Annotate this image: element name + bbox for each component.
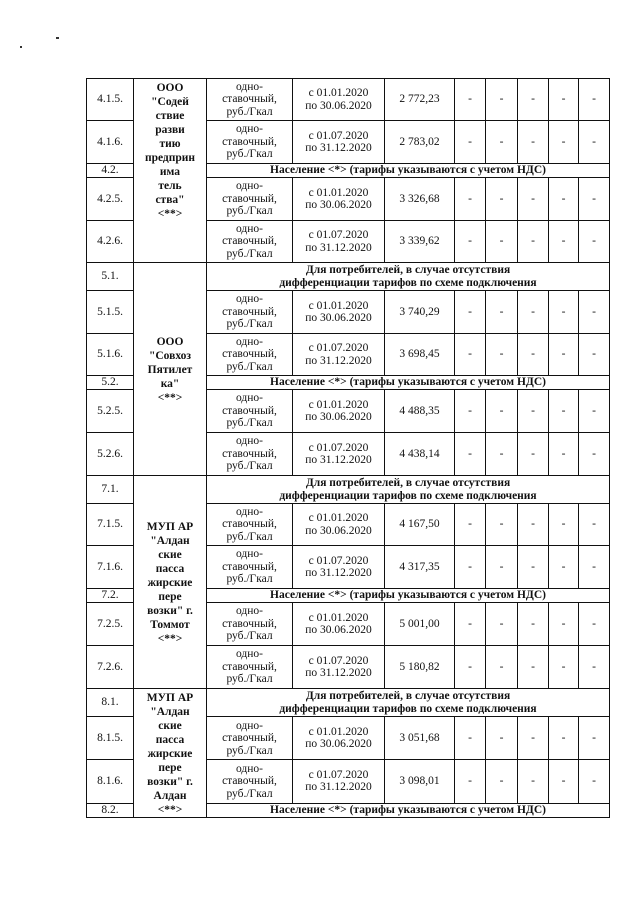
units-cell: одно- ставочный, руб./Гкал — [207, 178, 293, 221]
dash-cell: - — [518, 291, 549, 334]
dash-cell: - — [518, 433, 549, 476]
organization-name: МУП АР "Алдан ские пасса жирские пере возки" г. Алдан <**> — [134, 689, 207, 818]
period-cell: с 01.01.2020 по 30.06.2020 — [293, 79, 385, 121]
dash-cell: - — [518, 717, 549, 760]
units-cell: одно- ставочный, руб./Гкал — [207, 334, 293, 376]
dash-cell: - — [549, 291, 579, 334]
period-cell: с 01.07.2020 по 31.12.2020 — [293, 221, 385, 263]
period-cell: с 01.07.2020 по 31.12.2020 — [293, 760, 385, 804]
dash-cell: - — [518, 178, 549, 221]
period-cell: с 01.01.2020 по 30.06.2020 — [293, 603, 385, 646]
dash-cell: - — [549, 121, 579, 164]
tariff-table — [86, 78, 610, 818]
row-number: 7.2.5. — [87, 603, 134, 646]
dash-cell: - — [486, 221, 518, 263]
tariff-value: 3 740,29 — [385, 291, 455, 334]
dash-cell: - — [518, 79, 549, 121]
dash-cell: - — [486, 433, 518, 476]
dash-cell: - — [455, 504, 486, 546]
dash-cell: - — [549, 717, 579, 760]
units-cell: одно- ставочный, руб./Гкал — [207, 717, 293, 760]
dash-cell: - — [486, 504, 518, 546]
organization-name: ООО "Совхоз Пятилет ка" <**> — [134, 263, 207, 476]
organization-name: МУП АР "Алдан ские пасса жирские пере возки" г. Томмот <**> — [134, 476, 207, 689]
table-row — [87, 689, 610, 717]
dash-cell: - — [455, 646, 486, 689]
period-cell: с 01.07.2020 по 31.12.2020 — [293, 546, 385, 589]
row-number: 4.2. — [87, 164, 134, 178]
dash-cell: - — [486, 760, 518, 804]
dash-cell: - — [455, 390, 486, 433]
dash-cell: - — [518, 603, 549, 646]
dash-cell: - — [579, 546, 610, 589]
row-number: 4.1.5. — [87, 79, 134, 121]
tariff-value: 3 326,68 — [385, 178, 455, 221]
units-cell: одно- ставочный, руб./Гкал — [207, 291, 293, 334]
row-number: 8.1.6. — [87, 760, 134, 804]
dash-cell: - — [549, 504, 579, 546]
scan-speck — [20, 46, 22, 48]
section-header: Население <*> (тарифы указываются с учетом НДС) — [207, 376, 610, 390]
period-cell: с 01.07.2020 по 31.12.2020 — [293, 121, 385, 164]
dash-cell: - — [579, 433, 610, 476]
scan-speck — [56, 37, 59, 39]
row-number: 7.1.6. — [87, 546, 134, 589]
dash-cell: - — [486, 546, 518, 589]
dash-cell: - — [518, 646, 549, 689]
tariff-value: 4 488,35 — [385, 390, 455, 433]
units-cell: одно- ставочный, руб./Гкал — [207, 433, 293, 476]
tariff-value: 4 438,14 — [385, 433, 455, 476]
tariff-value: 5 001,00 — [385, 603, 455, 646]
units-cell: одно- ставочный, руб./Гкал — [207, 603, 293, 646]
table-row — [87, 263, 610, 291]
dash-cell: - — [518, 760, 549, 804]
dash-cell: - — [455, 717, 486, 760]
dash-cell: - — [549, 646, 579, 689]
row-number: 5.2.6. — [87, 433, 134, 476]
tariff-value: 2 783,02 — [385, 121, 455, 164]
dash-cell: - — [518, 546, 549, 589]
table-row — [87, 79, 610, 121]
dash-cell: - — [486, 79, 518, 121]
tariff-value: 3 339,62 — [385, 221, 455, 263]
dash-cell: - — [486, 178, 518, 221]
tariff-value: 5 180,82 — [385, 646, 455, 689]
dash-cell: - — [549, 433, 579, 476]
row-number: 5.2.5. — [87, 390, 134, 433]
section-header: Для потребителей, в случае отсутствия дифференциации тарифов по схеме подключения — [207, 263, 610, 291]
dash-cell: - — [549, 79, 579, 121]
dash-cell: - — [579, 646, 610, 689]
row-number: 8.1.5. — [87, 717, 134, 760]
units-cell: одно- ставочный, руб./Гкал — [207, 121, 293, 164]
section-header: Население <*> (тарифы указываются с учетом НДС) — [207, 164, 610, 178]
dash-cell: - — [579, 760, 610, 804]
row-number: 8.2. — [87, 803, 134, 817]
units-cell: одно- ставочный, руб./Гкал — [207, 79, 293, 121]
dash-cell: - — [486, 291, 518, 334]
tariff-value: 4 317,35 — [385, 546, 455, 589]
dash-cell: - — [518, 334, 549, 376]
units-cell: одно- ставочный, руб./Гкал — [207, 221, 293, 263]
row-number: 4.2.5. — [87, 178, 134, 221]
dash-cell: - — [486, 121, 518, 164]
dash-cell: - — [549, 760, 579, 804]
row-number: 5.1.5. — [87, 291, 134, 334]
dash-cell: - — [579, 121, 610, 164]
units-cell: одно- ставочный, руб./Гкал — [207, 646, 293, 689]
row-number: 7.2. — [87, 589, 134, 603]
dash-cell: - — [455, 334, 486, 376]
row-number: 4.2.6. — [87, 221, 134, 263]
row-number: 7.1.5. — [87, 504, 134, 546]
dash-cell: - — [455, 433, 486, 476]
row-number: 8.1. — [87, 689, 134, 717]
period-cell: с 01.01.2020 по 30.06.2020 — [293, 390, 385, 433]
tariff-value: 3 098,01 — [385, 760, 455, 804]
dash-cell: - — [455, 291, 486, 334]
section-header: Население <*> (тарифы указываются с учетом НДС) — [207, 803, 610, 817]
dash-cell: - — [455, 760, 486, 804]
dash-cell: - — [549, 603, 579, 646]
dash-cell: - — [455, 79, 486, 121]
units-cell: одно- ставочный, руб./Гкал — [207, 546, 293, 589]
organization-name: ООО "Содей ствие разви тию предприн има тель ства" <**> — [134, 79, 207, 263]
tariff-value: 3 051,68 — [385, 717, 455, 760]
period-cell: с 01.01.2020 по 30.06.2020 — [293, 504, 385, 546]
dash-cell: - — [579, 178, 610, 221]
section-header: Население <*> (тарифы указываются с учетом НДС) — [207, 589, 610, 603]
period-cell: с 01.01.2020 по 30.06.2020 — [293, 717, 385, 760]
dash-cell: - — [579, 504, 610, 546]
dash-cell: - — [486, 603, 518, 646]
dash-cell: - — [518, 390, 549, 433]
dash-cell: - — [579, 390, 610, 433]
section-header: Для потребителей, в случае отсутствия дифференциации тарифов по схеме подключения — [207, 689, 610, 717]
dash-cell: - — [486, 334, 518, 376]
dash-cell: - — [518, 504, 549, 546]
row-number: 5.1.6. — [87, 334, 134, 376]
tariff-value: 4 167,50 — [385, 504, 455, 546]
row-number: 5.2. — [87, 376, 134, 390]
dash-cell: - — [549, 221, 579, 263]
tariff-value: 2 772,23 — [385, 79, 455, 121]
dash-cell: - — [455, 178, 486, 221]
period-cell: с 01.07.2020 по 31.12.2020 — [293, 433, 385, 476]
row-number: 7.1. — [87, 476, 134, 504]
period-cell: с 01.07.2020 по 31.12.2020 — [293, 646, 385, 689]
dash-cell: - — [549, 390, 579, 433]
section-header: Для потребителей, в случае отсутствия дифференциации тарифов по схеме подключения — [207, 476, 610, 504]
dash-cell: - — [455, 546, 486, 589]
dash-cell: - — [549, 334, 579, 376]
row-number: 4.1.6. — [87, 121, 134, 164]
dash-cell: - — [455, 121, 486, 164]
units-cell: одно- ставочный, руб./Гкал — [207, 760, 293, 804]
dash-cell: - — [518, 121, 549, 164]
row-number: 7.2.6. — [87, 646, 134, 689]
dash-cell: - — [579, 291, 610, 334]
units-cell: одно- ставочный, руб./Гкал — [207, 504, 293, 546]
dash-cell: - — [518, 221, 549, 263]
period-cell: с 01.07.2020 по 31.12.2020 — [293, 334, 385, 376]
dash-cell: - — [579, 717, 610, 760]
period-cell: с 01.01.2020 по 30.06.2020 — [293, 178, 385, 221]
dash-cell: - — [455, 221, 486, 263]
period-cell: с 01.01.2020 по 30.06.2020 — [293, 291, 385, 334]
dash-cell: - — [455, 603, 486, 646]
dash-cell: - — [486, 646, 518, 689]
dash-cell: - — [579, 334, 610, 376]
units-cell: одно- ставочный, руб./Гкал — [207, 390, 293, 433]
row-number: 5.1. — [87, 263, 134, 291]
dash-cell: - — [486, 717, 518, 760]
table-row — [87, 476, 610, 504]
dash-cell: - — [549, 546, 579, 589]
tariff-value: 3 698,45 — [385, 334, 455, 376]
dash-cell: - — [579, 79, 610, 121]
dash-cell: - — [486, 390, 518, 433]
dash-cell: - — [579, 221, 610, 263]
dash-cell: - — [549, 178, 579, 221]
dash-cell: - — [579, 603, 610, 646]
